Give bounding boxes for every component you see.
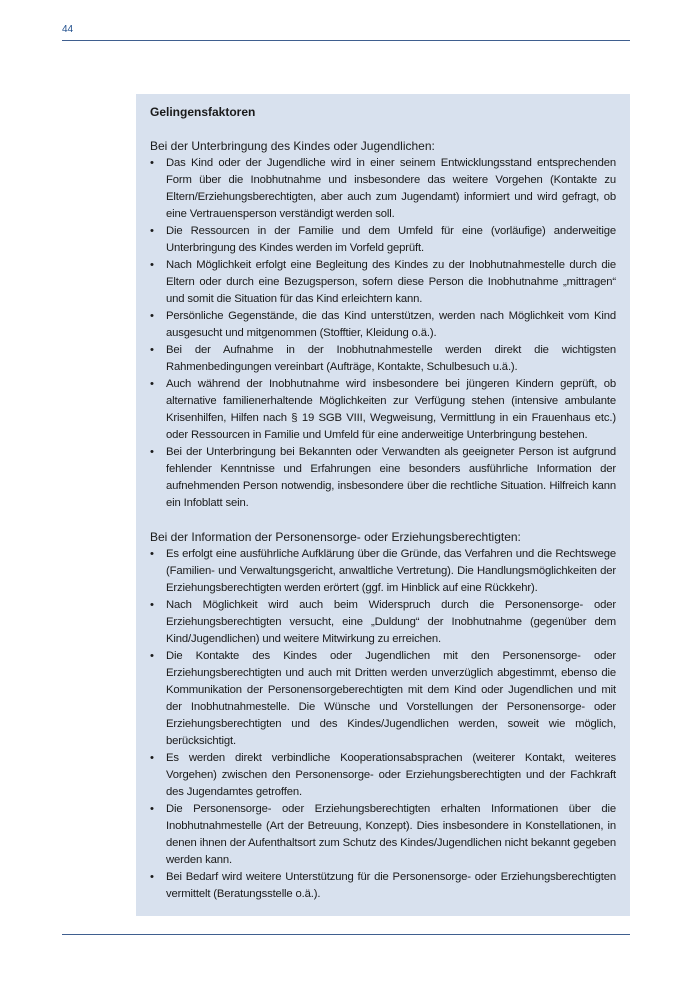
bullet-item bbox=[150, 444, 616, 512]
bullet-text: Auch während der Inobhutnahme wird insbesondere bei jüngeren Kindern geprüft, ob alternative familienerhaltende Möglichkeiten zur Verfügung stehen (intensive ambulante Krisenhilfen, Hilfen nach § 19 SGB VIII, Wegweisung, Vermittlung in ein Frauenhaus etc.) oder Ressourcen in Familie und Umfeld für eine anderweitige Unterbringung bestehen. bbox=[166, 378, 616, 441]
bullet-text: Es werden direkt verbindliche Kooperationsabsprachen (weiterer Kontakt, weiteres Vorgehen) zwischen den Personensorge- oder Erziehungsberechtigten und der Fachkraft des Jugendamtes getroffen. bbox=[166, 752, 616, 798]
bullet-dot-icon: • bbox=[150, 599, 154, 611]
bullet-list bbox=[150, 155, 616, 512]
bullet-dot-icon: • bbox=[150, 157, 154, 169]
bullet-text: Nach Möglichkeit erfolgt eine Begleitung des Kindes zu der Inobhutnahmestelle durch die Eltern oder durch eine Bezugsperson, sofern diese Person die Inobhutnahme „mittragen“ und somit die Situation für das Kind erleichtern kann. bbox=[166, 259, 616, 305]
bullet-text: Es erfolgt eine ausführliche Aufklärung über die Gründe, das Verfahren und die Rechtswege (Familien- und Verwaltungsgericht, anwaltliche Vertretung). Die Handlungsmöglichkeiten der Erziehungsberechtigten werden erörtert (ggf. im Hinblick auf eine Rückkehr). bbox=[166, 548, 616, 594]
bullet-item bbox=[150, 869, 616, 903]
bullet-dot-icon: • bbox=[150, 259, 154, 271]
footer-rule bbox=[62, 934, 630, 935]
bullet-text: Das Kind oder der Jugendliche wird in einer seinem Entwicklungsstand entsprechenden Form über die Inobhutnahme und insbesondere das weitere Vorgehen (Kontakte zu Eltern/Erziehungsberechtigten, aber auch zum Jugendamt) informiert und wird gefragt, ob eine Vertrauensperson verständigt werden soll. bbox=[166, 157, 616, 220]
bullet-dot-icon: • bbox=[150, 378, 154, 390]
bullet-text: Die Ressourcen in der Familie und dem Umfeld für eine (vorläufige) anderweitige Unterbringung des Kindes werden im Vorfeld geprüft. bbox=[166, 225, 616, 254]
bullet-item bbox=[150, 342, 616, 376]
bullet-item bbox=[150, 223, 616, 257]
bullet-item bbox=[150, 546, 616, 597]
success-factors-box bbox=[136, 94, 630, 916]
bullet-dot-icon: • bbox=[150, 548, 154, 560]
bullet-item bbox=[150, 597, 616, 648]
bullet-item bbox=[150, 648, 616, 750]
bullet-text: Bei der Aufnahme in der Inobhutnahmestelle werden direkt die wichtigsten Rahmenbedingungen vereinbart (Aufträge, Kontakte, Schulbesuch u.ä.). bbox=[166, 344, 616, 373]
box-sections bbox=[150, 138, 616, 903]
bullet-dot-icon: • bbox=[150, 650, 154, 662]
bullet-text: Die Personensorge- oder Erziehungsberechtigten erhalten Informationen über die Inobhutnahmestelle (Art der Betreuung, Konzept). Dies insbesondere in Konstellationen, in denen ihnen der Aufenthaltsort zum Schutz des Kindes/Jugendlichen nicht bekannt gegeben werden kann. bbox=[166, 803, 616, 866]
section-heading: Bei der Information der Personensorge- oder Erziehungsberechtigten: bbox=[150, 530, 521, 544]
bullet-text: Die Kontakte des Kindes oder Jugendlichen mit den Personensorge- oder Erziehungsberechtigten und auch mit Dritten werden unverzüglich abgestimmt, ebenso die Kommunikation der Personensorgeberechtigten mit dem Kind oder Jugendlichen und mit der Inobhutnahmestelle. Die Wünsche und Vorstellungen der Personensorge- oder Erziehungsberechtigten und des Kindes/Jugendlichen werden, soweit wie möglich, berücksichtigt. bbox=[166, 650, 616, 747]
bullet-dot-icon: • bbox=[150, 871, 154, 883]
bullet-item bbox=[150, 801, 616, 869]
bullet-text: Nach Möglichkeit wird auch beim Widerspruch durch die Personensorge- oder Erziehungsberechtigten versucht, eine „Duldung“ der Inobhutnahme (gegenüber dem Kind/Jugendlichen) und weitere Mitwirkung zu erreichen. bbox=[166, 599, 616, 645]
bullet-dot-icon: • bbox=[150, 225, 154, 237]
bullet-text: Persönliche Gegenstände, die das Kind unterstützen, werden nach Möglichkeit vom Kind ausgesucht und mitgenommen (Stofftier, Kleidung o.ä.). bbox=[166, 310, 616, 339]
page-number: 44 bbox=[62, 24, 74, 35]
bullet-item bbox=[150, 257, 616, 308]
bullet-item bbox=[150, 308, 616, 342]
bullet-text: Bei Bedarf wird weitere Unterstützung für die Personensorge- oder Erziehungsberechtigten vermittelt (Beratungsstelle o.ä.). bbox=[166, 871, 616, 900]
bullet-text: Bei der Unterbringung bei Bekannten oder Verwandten als geeigneter Person ist aufgrund fehlender Kenntnisse und Erfahrungen eine besonders ausführliche Information der aufnehmenden Person notwendig, insbesondere über die rechtliche Situation. Hilfreich kann ein Infoblatt sein. bbox=[166, 446, 616, 509]
bullet-dot-icon: • bbox=[150, 446, 154, 458]
bullet-item bbox=[150, 750, 616, 801]
section-heading: Bei der Unterbringung des Kindes oder Jugendlichen: bbox=[150, 139, 435, 153]
box-title: Gelingensfaktoren bbox=[150, 105, 256, 119]
bullet-item bbox=[150, 376, 616, 444]
bullet-dot-icon: • bbox=[150, 752, 154, 764]
bullet-dot-icon: • bbox=[150, 344, 154, 356]
header-rule bbox=[62, 40, 630, 41]
bullet-item bbox=[150, 155, 616, 223]
bullet-dot-icon: • bbox=[150, 803, 154, 815]
bullet-dot-icon: • bbox=[150, 310, 154, 322]
bullet-list bbox=[150, 546, 616, 903]
